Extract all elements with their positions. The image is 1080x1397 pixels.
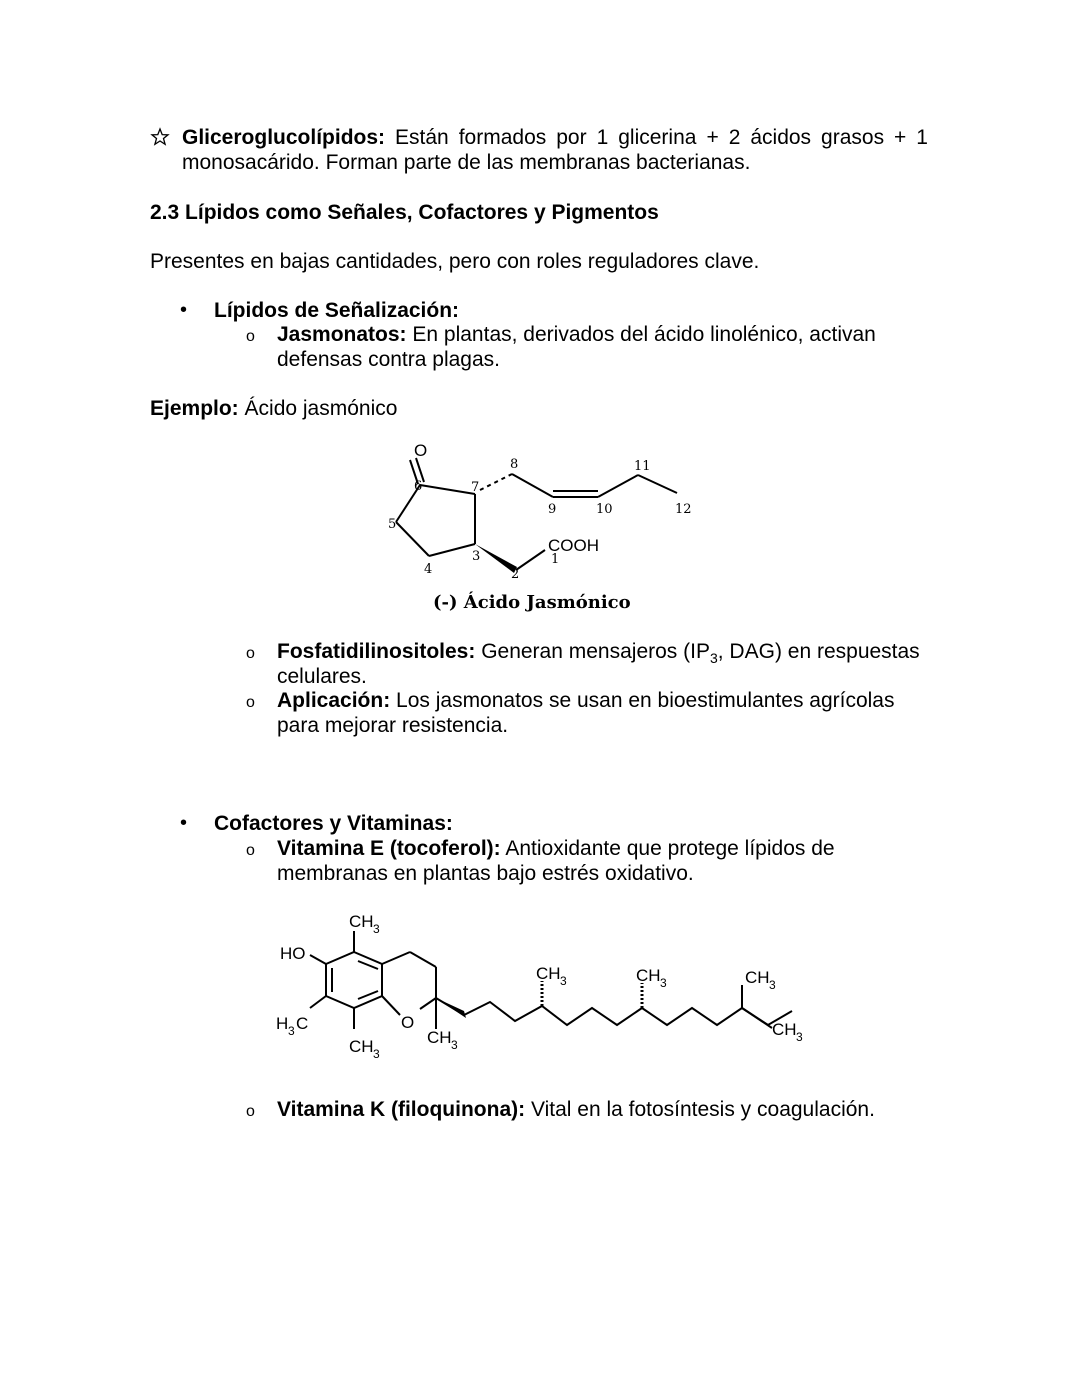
vitamin-e-line-1: Vitamina E (tocoferol): Antioxidante que protege lípidos de [277, 837, 835, 860]
svg-text:3: 3 [796, 1030, 803, 1044]
svg-text:3: 3 [373, 1047, 380, 1061]
svg-text:CH: CH [636, 966, 661, 985]
jasmonic-acid-structure [380, 438, 710, 618]
svg-text:CH: CH [349, 1037, 374, 1056]
jasmonic-number: 4 [424, 562, 433, 577]
jasmonic-number: 2 [511, 567, 520, 582]
glicero-line-1: Gliceroglucolípidos: Están formados por 1 glicerina + 2 ácidos grasos + 1 [182, 126, 928, 149]
svg-text:3: 3 [451, 1038, 458, 1052]
svg-text:CH: CH [772, 1020, 797, 1039]
tocopherol-structure [270, 905, 820, 1080]
svg-text:C: C [296, 1014, 309, 1033]
senalizacion-title: Lípidos de Señalización: [214, 299, 460, 322]
jasmonatos-term: Jasmonatos: [277, 323, 407, 346]
jasmonic-number: 9 [548, 502, 557, 517]
fosfatidil-line-1: Fosfatidilinositoles: Generan mensajeros ($IP_3$, DAG) en respuestas [277, 640, 920, 667]
svg-text:3: 3 [373, 922, 380, 936]
sub-bullet-marker: o [246, 1103, 255, 1120]
jasmonic-number: 1 [551, 552, 560, 567]
cofactores-title: Cofactores y Vitaminas: [214, 812, 453, 835]
sub-bullet-marker: o [246, 694, 255, 711]
sub-bullet-marker: o [246, 645, 255, 662]
fosfatidil-term: Fosfatidilinositoles: [277, 640, 476, 663]
jasmonic-number: 8 [510, 457, 519, 472]
aplicacion-line-2: para mejorar resistencia. [277, 714, 509, 737]
jasmonic-oxygen-label: O [414, 441, 428, 460]
svg-text:3: 3 [288, 1024, 295, 1038]
tocopherol-methyl-label [349, 1037, 380, 1061]
sub-bullet-marker: o [246, 328, 255, 345]
svg-text:CH: CH [349, 912, 374, 931]
jasmonic-number: 10 [596, 502, 613, 517]
svg-text:CH: CH [745, 968, 770, 987]
ejemplo-label: Ejemplo: [150, 397, 239, 420]
sub-bullet-marker: o [246, 842, 255, 859]
jasmonatos-line-2: defensas contra plagas. [277, 348, 500, 371]
jasmonic-number: 3 [472, 549, 481, 564]
svg-text:3: 3 [660, 976, 667, 990]
svg-text:CH: CH [536, 964, 561, 983]
star-outline-icon [150, 127, 170, 147]
vitamin-k-line: Vitamina K (filoquinona): Vital en la fotosíntesis y coagulación. [277, 1098, 875, 1121]
jasmonic-caption: (-) Ácido Jasmónico [433, 592, 631, 613]
vitamin-e-term: Vitamina E (tocoferol): [277, 837, 501, 860]
bullet-marker: • [180, 812, 188, 834]
ejemplo-line: Ejemplo: Ácido jasmónico [150, 397, 398, 420]
glicero-line-2: monosacárido. Forman parte de las membranas bacterianas. [182, 151, 751, 174]
tocopherol-ho-label: HO [280, 944, 306, 963]
glicero-term: Gliceroglucolípidos: [182, 126, 386, 149]
tocopherol-methyl-label [745, 968, 776, 992]
jasmonic-number: 5 [388, 517, 397, 532]
jasmonic-number: 11 [634, 459, 651, 474]
tocopherol-methyl-label [276, 1014, 308, 1038]
jasmonatos-line-1: Jasmonatos: En plantas, derivados del ácido linolénico, activan [277, 323, 876, 346]
jasmonic-number: 6 [414, 479, 423, 494]
aplicacion-line-1: Aplicación: Los jasmonatos se usan en bioestimulantes agrícolas [277, 689, 895, 712]
jasmonic-cooh-label: COOH [548, 536, 599, 555]
section-heading: 2.3 Lípidos como Señales, Cofactores y Pigmentos [150, 201, 659, 224]
fosfatidil-line-2: celulares. [277, 665, 367, 688]
aplicacion-term: Aplicación: [277, 689, 391, 712]
tocopherol-methyl-label [772, 1020, 803, 1044]
vitamin-k-term: Vitamina K (filoquinona): [277, 1098, 526, 1121]
section-intro: Presentes en bajas cantidades, pero con roles reguladores clave. [150, 250, 760, 273]
jasmonic-number: 7 [471, 480, 480, 495]
tocopherol-ring-oxygen: O [401, 1013, 415, 1032]
bullet-marker: • [180, 299, 188, 321]
svg-text:H: H [276, 1014, 289, 1033]
svg-text:CH: CH [427, 1028, 452, 1047]
svg-text:3: 3 [769, 978, 776, 992]
svg-text:3: 3 [560, 974, 567, 988]
jasmonic-number: 12 [675, 502, 692, 517]
vitamin-e-line-2: membranas en plantas bajo estrés oxidativo. [277, 862, 694, 885]
tocopherol-methyl-label [427, 1028, 458, 1052]
